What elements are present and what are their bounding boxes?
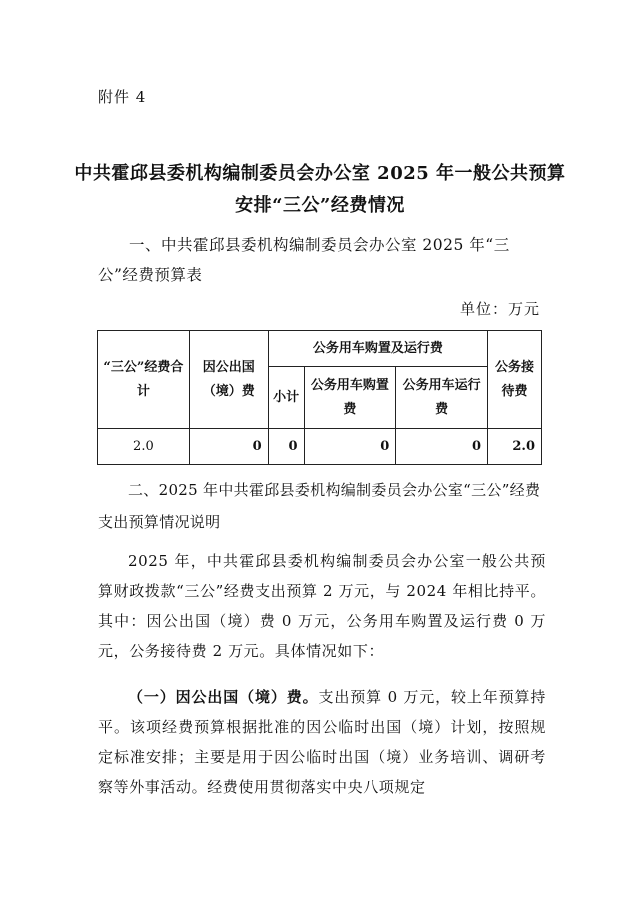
cell-vehicle-purchase: 0 (304, 429, 396, 465)
attachment-label: 附件 4 (98, 88, 147, 106)
section-1-heading: 一、中共霍邱县委机构编制委员会办公室 2025 年“三公”经费预算表 (98, 236, 510, 284)
paragraph-1: 2025 年，中共霍邱县委机构编制委员会办公室一般公共预算财政拨款“三公”经费支出预算 2 万元，与 2024 年相比持平。其中：因公出国（境）费 0 万元，公务用车购置及运行费 0 万元，公务接待费 2 万元。具体情况如下： (98, 552, 546, 660)
budget-table (97, 330, 542, 465)
header-vehicle-operation: 公务用车运行费 (396, 367, 488, 429)
header-vehicle-purchase: 公务用车购置费 (304, 367, 396, 429)
unit-label: 单位：万元 (459, 300, 540, 318)
cell-reception: 2.0 (488, 429, 542, 465)
cell-vehicle-operation: 0 (396, 429, 488, 465)
paragraph-2-lead: （一）因公出国（境）费。 (128, 688, 319, 706)
document-title: 中共霍邱县委机构编制委员会办公室 2025 年一般公共预算安排“三公”经费情况 (74, 163, 566, 216)
header-abroad-cost: 因公出国（境）费 (189, 331, 268, 429)
cell-subtotal: 0 (268, 429, 304, 465)
paragraph-2 (98, 682, 546, 802)
header-vehicle-group: 公务用车购置及运行费 (268, 331, 487, 367)
header-reception-cost: 公务接待费 (488, 331, 542, 429)
header-three-public-total: “三公”经费合计 (98, 331, 190, 429)
header-subtotal: 小计 (268, 367, 304, 429)
cell-abroad: 0 (189, 429, 268, 465)
cell-total: 2.0 (98, 429, 190, 465)
paragraph-2-body: 支出预算 0 万元，较上年预算持平。该项经费预算根据批准的因公临时出国（境）计划，按照规定标准安排；主要是用于因公临时出国（境）业务培训、调研考察等外事活动。经费使用贯彻落实中央八项规定 (98, 688, 546, 796)
section-2-heading: 二、2025 年中共霍邱县委机构编制委员会办公室“三公”经费支出预算情况说明 (98, 481, 541, 531)
